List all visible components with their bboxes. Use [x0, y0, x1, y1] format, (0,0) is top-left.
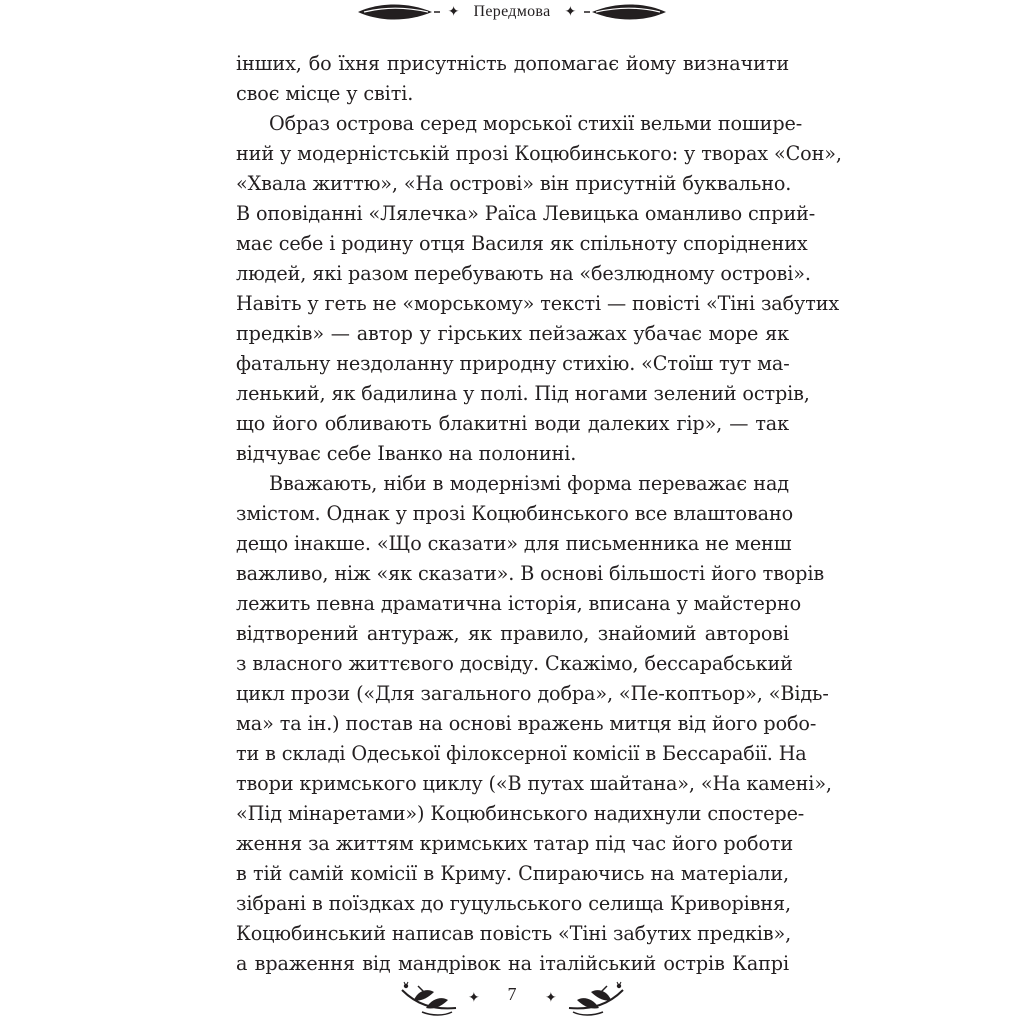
text-line: з власного життєвого досвіду. Скажімо, бессарабський: [236, 652, 793, 675]
text-line: ленький, як бадилина у полі. Під ногами зелений острів,: [236, 382, 810, 405]
floral-sprig-left-icon: [398, 978, 480, 1018]
text-line: змістом. Однак у прозі Коцюбинського все влаштовано: [236, 502, 794, 525]
text-line: предків» — автор у гірських пейзажах убачає море як: [236, 322, 789, 345]
running-header: [0, 0, 1024, 24]
text-line: Коцюбинський написав повість «Тіні забутих предків»,: [236, 922, 792, 945]
text-line: цикл прози («Для загального добра», «Пе-коптьор», «Відь-: [236, 682, 829, 705]
text-line: Образ острова серед морської стихії вельми пошире-: [269, 112, 803, 135]
text-line: відтворений антураж, як правило, знайомий авторові: [236, 622, 789, 645]
running-title: Передмова: [473, 3, 551, 20]
star-ornament-icon: ✦: [564, 4, 577, 20]
text-line: дещо інакше. «Що сказати» для письменника не менш: [236, 532, 792, 555]
floral-sprig-right-icon: [545, 978, 627, 1018]
leaf-flourish-right-icon: [582, 3, 668, 21]
text-line: «Хвала життю», «На острові» він присутній буквально.: [236, 172, 792, 195]
star-ornament-icon: ✦: [447, 4, 460, 20]
leaf-flourish-left-icon: [356, 3, 442, 21]
text-line: ти в складі Одеської філоксерної комісії в Бессарабії. На: [236, 742, 807, 765]
svg-text:✦: ✦: [468, 990, 480, 1006]
text-line: лежить певна драматична історія, вписана у майстерно: [236, 592, 802, 615]
text-line: ження за життям кримських татар під час його роботи: [236, 832, 794, 855]
svg-text:✦: ✦: [545, 990, 557, 1006]
text-line: Навіть у геть не «морському» тексті — повісті «Тіні забутих: [236, 292, 840, 315]
text-line: «Під мінаретами») Коцюбинського надихнули спостере-: [236, 802, 805, 825]
text-line: В оповіданні «Лялечка» Раїса Левицька оманливо сприй-: [236, 202, 816, 225]
text-line: важливо, ніж «як сказати». В основі більшості його творів: [236, 562, 825, 585]
text-line: фатальну нездоланну природну стихію. «Стоїш тут ма-: [236, 352, 790, 375]
text-line: своє місце у світі.: [236, 82, 414, 105]
text-line: Вважають, ніби в модернізмі форма переважає над: [269, 472, 789, 495]
text-line: відчуває себе Іванко на полонині.: [236, 442, 577, 465]
text-line: людей, які разом перебувають на «безлюдному острові».: [236, 262, 811, 285]
page-number: 7: [507, 984, 517, 1004]
page-footer: [0, 978, 1024, 1024]
text-line: ний у модерністській прозі Коцюбинського: у творах «Сон»,: [236, 142, 842, 165]
text-line: твори кримського циклу («В путах шайтана», «На камені»,: [236, 772, 832, 795]
text-line: має себе і родину отця Василя як спільноту споріднених: [236, 232, 808, 255]
text-line: зібрані в поїздках до гуцульського селища Криворівня,: [236, 892, 792, 915]
text-line: що його обливають блакитні води далеких гір», — так: [236, 412, 789, 435]
text-line: а враження від мандрівок на італійський острів Капрі: [236, 952, 789, 975]
text-line: ма» та ін.) постав на основі вражень митця від його робо-: [236, 712, 817, 735]
text-line: в тій самій комісії в Криму. Спираючись на матеріали,: [236, 862, 789, 885]
text-line: інших, бо їхня присутність допомагає йому визначити: [236, 52, 789, 75]
